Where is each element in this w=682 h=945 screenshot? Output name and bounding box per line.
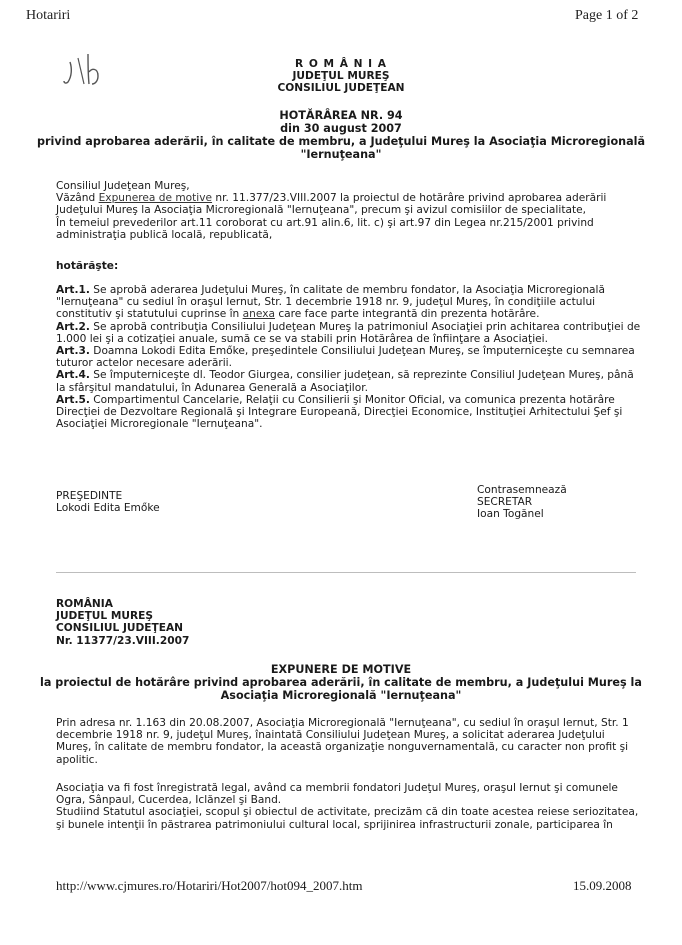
- preamble-line: Consiliul Judeţean Mureş,: [56, 180, 190, 192]
- section-divider: [56, 572, 636, 573]
- paragraph-line: apolitic.: [56, 753, 98, 766]
- preamble-line: Judeţului Mureş la Asociaţia Microregională "Iernuţeana", precum şi avizul comisiilor de specialitate,: [56, 204, 586, 217]
- decision-subject-line1: privind aprobarea aderării, în calitate de membru, a Judeţului Mureş la Asociaţia Microregională: [36, 135, 646, 148]
- anexa-link[interactable]: anexa: [242, 308, 275, 321]
- preamble-line: Văzând Expunerea de motive nr. 11.377/23.VIII.2007 la proiectul de hotărâre privind aprobarea aderării: [56, 192, 607, 205]
- print-header-title: Hotariri: [26, 8, 71, 23]
- article-5-line: Direcţiei de Dezvoltare Regională şi Integrare Europeană, Direcţiei Economice, Instituţiei Arhitectului Şef şi: [56, 406, 623, 419]
- article-4: Art.4. Se împuterniceşte dl. Teodor Giurgea, consilier judeţean, să reprezinte Consiliul Judeţean Mureş, până: [56, 369, 634, 382]
- article-5: Art.5. Compartimentul Cancelarie, Relaţii cu Consilierii şi Monitor Oficial, va comunica prezenta hotărâre: [56, 393, 615, 406]
- signature-secretary: [477, 484, 567, 521]
- print-header-page-number: Page 1 of 2: [575, 8, 639, 23]
- section2-header: [56, 598, 189, 647]
- section2-country: ROMÂNIA: [56, 598, 113, 610]
- preamble-line: În temeiul prevederilor art.11 coroborat cu art.91 alin.6, lit. c) şi art.97 din Legea nr.215/2001 privind: [56, 216, 594, 229]
- section2-number: Nr. 11377/23.VIII.2007: [56, 634, 190, 647]
- articles: [56, 284, 646, 430]
- paragraph-line: Studiind Statutul asociaţiei, scopul şi obiectul de activitate, precizăm că din toate acestea reiese seriozitatea,: [56, 806, 639, 819]
- article-2-line: 1.000 lei şi a cotizaţiei anuale, sumă ce se va stabili prin Hotărârea de înfiinţare a Asociaţiei.: [56, 332, 548, 345]
- article-2: Art.2. Se aprobă contribuţia Consiliului Judeţean Mureş la patrimoniul Asociaţiei prin achitarea contribuţiei de: [56, 320, 641, 333]
- heading-council: CONSILIUL JUDEŢEAN: [277, 82, 405, 94]
- president-name: Lokodi Edita Emőke: [56, 502, 160, 515]
- section2-paragraph-1: [56, 717, 646, 766]
- decides-label: hotărăşte:: [56, 260, 119, 272]
- decision-date: din 30 august 2007: [280, 122, 402, 135]
- secretary-name: Ioan Togănel: [477, 508, 544, 521]
- article-4-line: la sfârşitul mandatului, în Adunarea Generală a Asociaţilor.: [56, 381, 368, 394]
- section2-county: JUDEŢUL MUREŞ: [56, 610, 154, 623]
- article-3-line: tuturor actelor necesare aderării.: [56, 357, 232, 370]
- section2-paragraph-2: [56, 782, 646, 831]
- print-footer-date: 15.09.2008: [573, 878, 632, 893]
- secretary-title: SECRETAR: [477, 496, 533, 509]
- paragraph-line: şi bunele intenţii în păstrarea patrimoniului cultural local, sprijinirea infrastructurii zonale, participarea în: [56, 818, 613, 831]
- article-5-line: Asociaţiei Microregionale "Iernuţeana".: [56, 418, 263, 431]
- expunere-de-motive-link[interactable]: Expunerea de motive: [98, 192, 213, 205]
- paragraph-line: Mureş, în calitate de membru fondator, la această organizaţie nonguvernamentală, cu caracter non profit şi: [56, 741, 629, 754]
- paragraph-line: Asociaţia va fi fost înregistrată legal, având ca membrii fondatori Judeţul Mureş, oraşul Iernut şi comunele: [56, 782, 618, 794]
- heading-county: JUDEŢUL MUREŞ: [292, 70, 390, 82]
- article-1-line: constitutiv şi statutului cuprinse în anexa care face parte integrantă din prezenta hotărâre.: [56, 308, 540, 321]
- president-title: PREŞEDINTE: [56, 490, 123, 502]
- preamble-line: administraţia publică locală, republicată,: [56, 228, 273, 241]
- article-1-line: "Iernuţeana" cu sediul în oraşul Iernut, Str. 1 decembrie 1918 nr. 9, judeţul Mureş, în condiţiile actului: [56, 296, 596, 309]
- article-1: Art.1. Se aprobă aderarea Judeţului Mureş, în calitate de membru fondator, la Asociaţia Microregională: [56, 284, 605, 296]
- section2-subtitle-line2: Asociaţia Microregională "Iernuţeana": [220, 689, 462, 702]
- section2-council: CONSILIUL JUDEŢEAN: [56, 622, 184, 635]
- countersign-label: Contrasemnează: [477, 484, 567, 496]
- paragraph-line: Prin adresa nr. 1.163 din 20.08.2007, Asociaţia Microregională "Iernuţeana", cu sediul în oraşul Iernut, Str. 1: [56, 717, 629, 729]
- paragraph-line: Ogra, Sânpaul, Cucerdea, Iclănzel şi Band.: [56, 794, 282, 807]
- signature-president: [56, 490, 160, 514]
- section2-title: EXPUNERE DE MOTIVE: [270, 663, 412, 676]
- preamble: [56, 180, 646, 241]
- paragraph-line: decembrie 1918 nr. 9, judeţul Mureş, înaintată Consiliului Judeţean Mureş, a solicitat aderarea Judeţului: [56, 729, 605, 742]
- decision-number: HOTĂRÂREA NR. 94: [279, 109, 403, 122]
- decision-subject-line2: "Iernuţeana": [300, 148, 382, 161]
- article-3: Art.3. Doamna Lokodi Edita Emőke, preşedintele Consiliului Judeţean Mureş, se împuterniceşte cu semnarea: [56, 345, 635, 358]
- print-footer-url: http://www.cjmures.ro/Hotariri/Hot2007/hot094_2007.htm: [56, 878, 363, 893]
- section2-subtitle-line1: la proiectul de hotărâre privind aprobarea aderării, în calitate de membru, a Judeţului Mureş la: [40, 676, 642, 689]
- heading-country: R O M Â N I A: [294, 58, 388, 70]
